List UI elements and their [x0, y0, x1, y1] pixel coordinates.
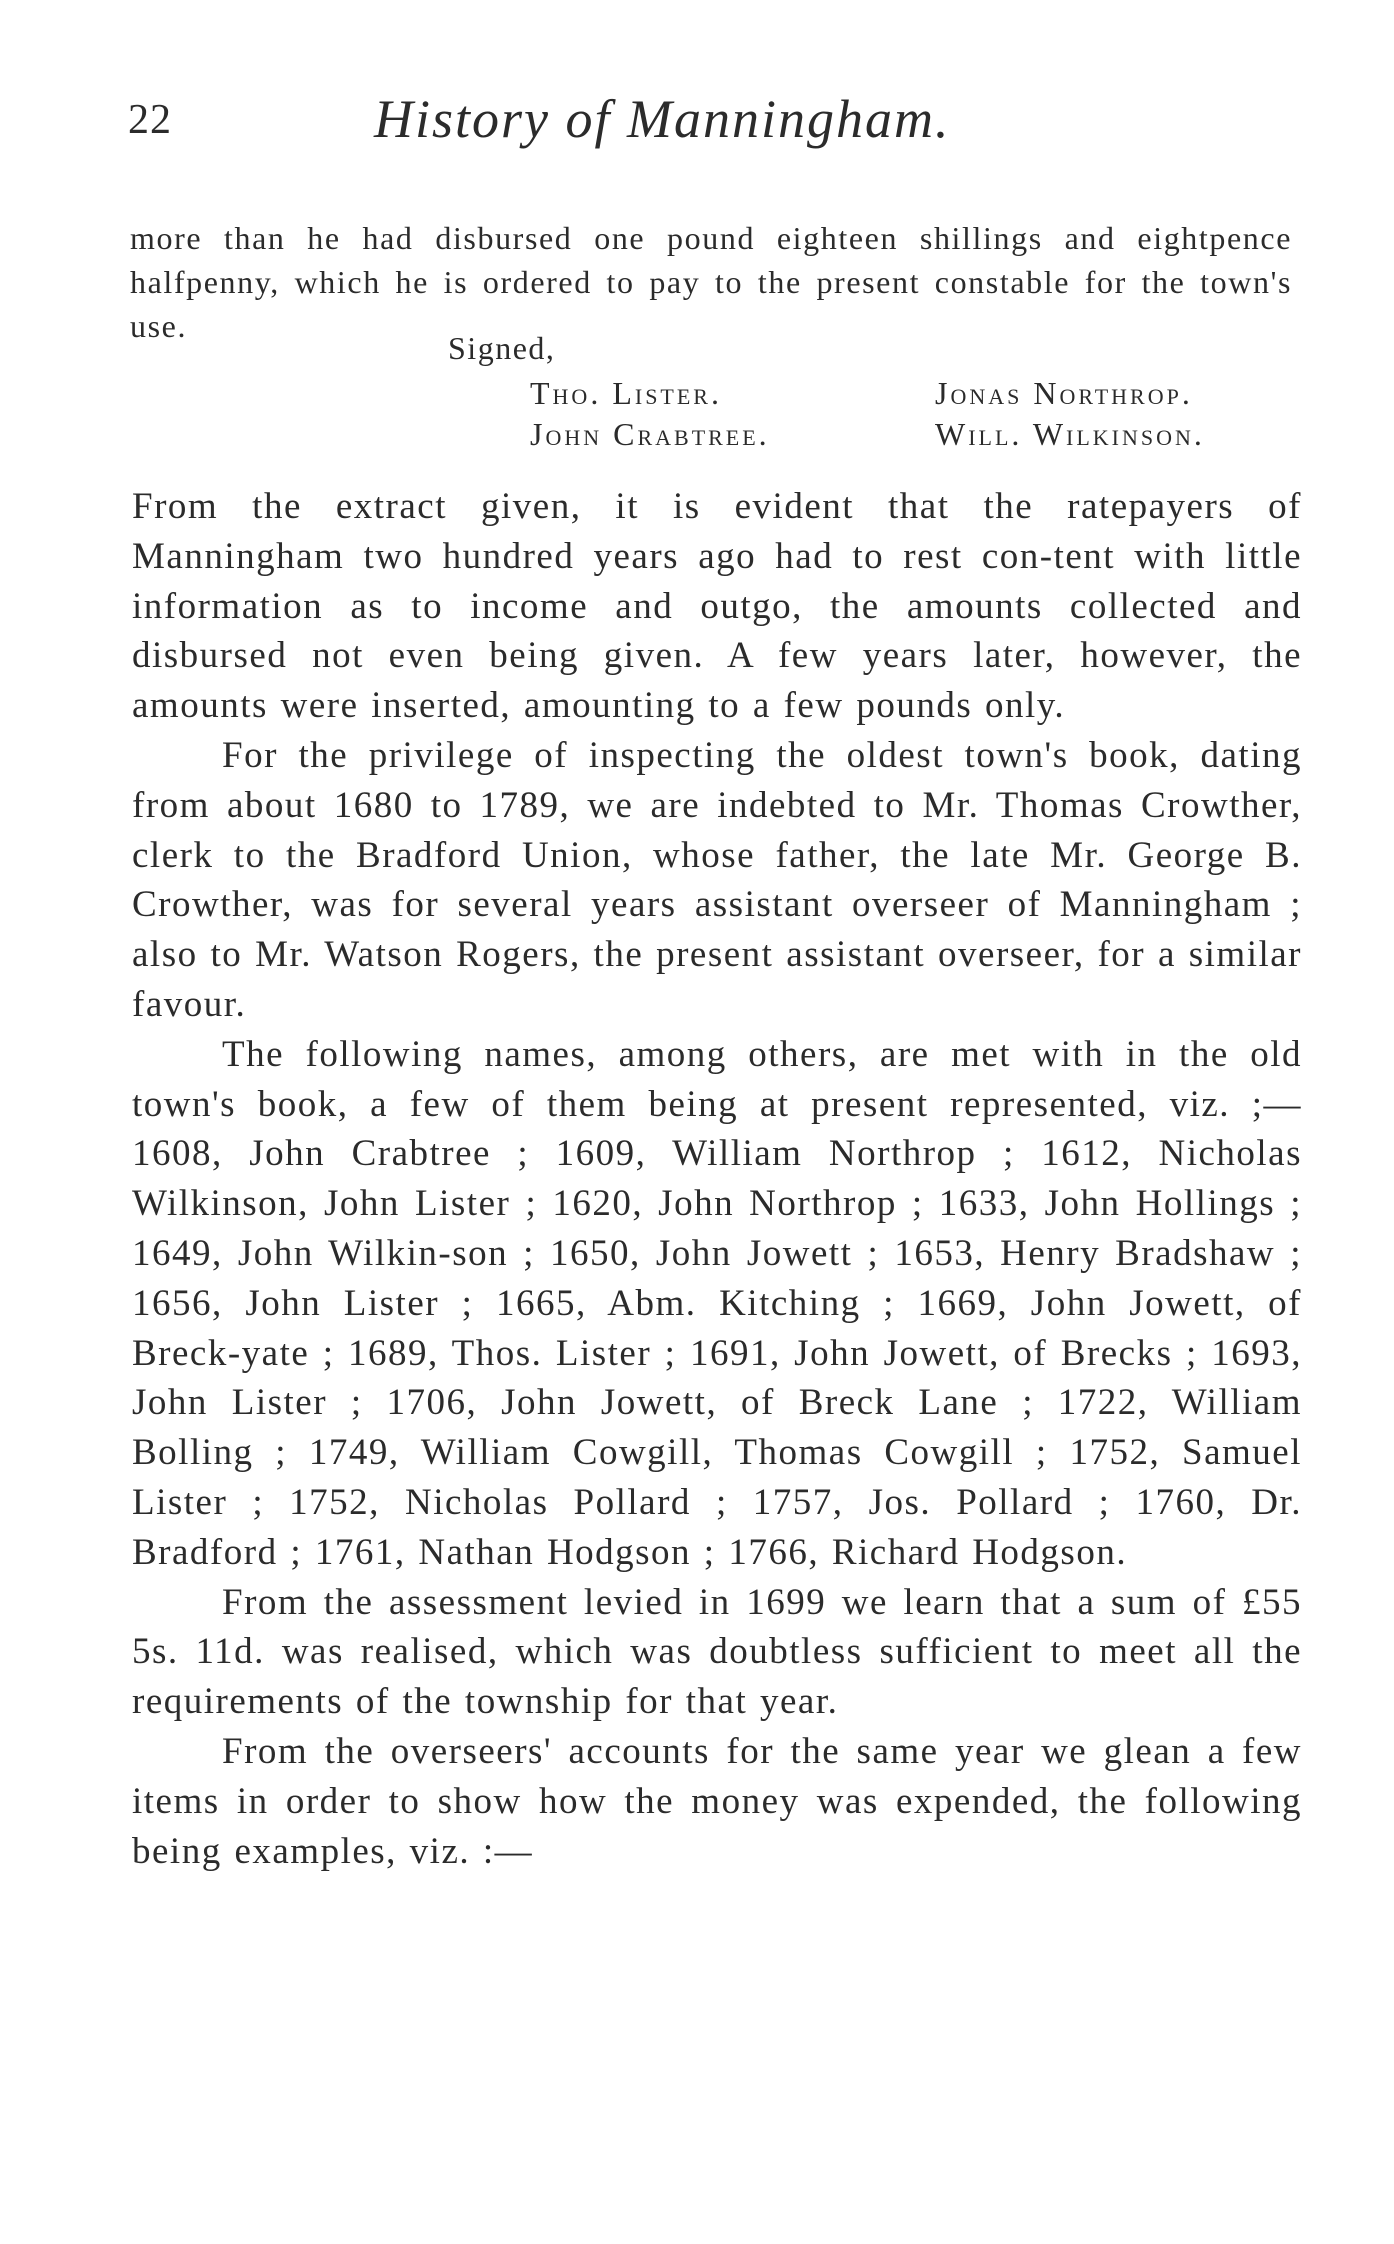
continuation-text: more than he had disbursed one pound eighteen shillings and eightpence halfpenny, which he is ordered to pay to the present constable for the town's use. — [130, 220, 1292, 344]
paragraph: From the overseers' accounts for the same year we glean a few items in order to show how the money was expended, the following being examples, viz. :— — [132, 1730, 1302, 1872]
page-header — [128, 88, 1278, 158]
paragraph: The following names, among others, are met with in the old town's book, a few of them being at present represented, viz. ;— 1608, John Crabtree ; 1609, William Northrop ; 1612, Nicholas Wilkinson, John Lister ; 1620, John Northrop ; 1633, John Hollings ; 1649, John Wilkin-son ; 1650, John Jowett ; 1653, Henry Bradshaw ; 1656, John Lister ; 1665, Abm. Kitching ; 1669, John Jowett, of Breck-yate ; 1689, Thos. Lister ; 1691, John Jowett, of Brecks ; 1693, John Lister ; 1706, John Jowett, of Breck Lane ; 1722, William Bolling ; 1749, William Cowgill, Thomas Cowgill ; 1752, Samuel Lister ; 1752, Nicholas Pollard ; 1757, Jos. Pollard ; 1760, Dr. Bradford ; 1761, Nathan Hodgson ; 1766, Richard Hodgson. — [132, 1033, 1302, 1573]
signatory-name: John Crabtree. — [530, 416, 770, 452]
paragraph: For the privilege of inspecting the oldest town's book, dating from about 1680 to 1789, we are indebted to Mr. Thomas Crowther, clerk to the Bradford Union, whose father, the late Mr. George B. Crowther, was for several years assistant overseer of Manningham ; also to Mr. Watson Rogers, the present assistant overseer, for a similar favour. — [132, 734, 1302, 1025]
signed-label: Signed, — [448, 330, 556, 366]
page-number: 22 — [128, 97, 172, 143]
signatory-name: Will. Wilkinson. — [935, 416, 1205, 452]
signatory-name: Jonas Northrop. — [935, 375, 1193, 411]
body-text — [132, 482, 1302, 1876]
running-title: History of Manningham. — [374, 89, 951, 149]
paragraph: From the assessment levied in 1699 we learn that a sum of £55 5s. 11d. was realised, which was doubtless sufficient to meet all the requirements of the township for that year. — [132, 1581, 1302, 1723]
paragraph: From the extract given, it is evident that the ratepayers of Manningham two hundred years ago had to rest con-tent with little information as to income and outgo, the amounts collected and disbursed not even being given. A few years later, however, the amounts were inserted, amounting to a few pounds only. — [132, 486, 1302, 727]
signatory-name: Tho. Lister. — [530, 375, 722, 411]
